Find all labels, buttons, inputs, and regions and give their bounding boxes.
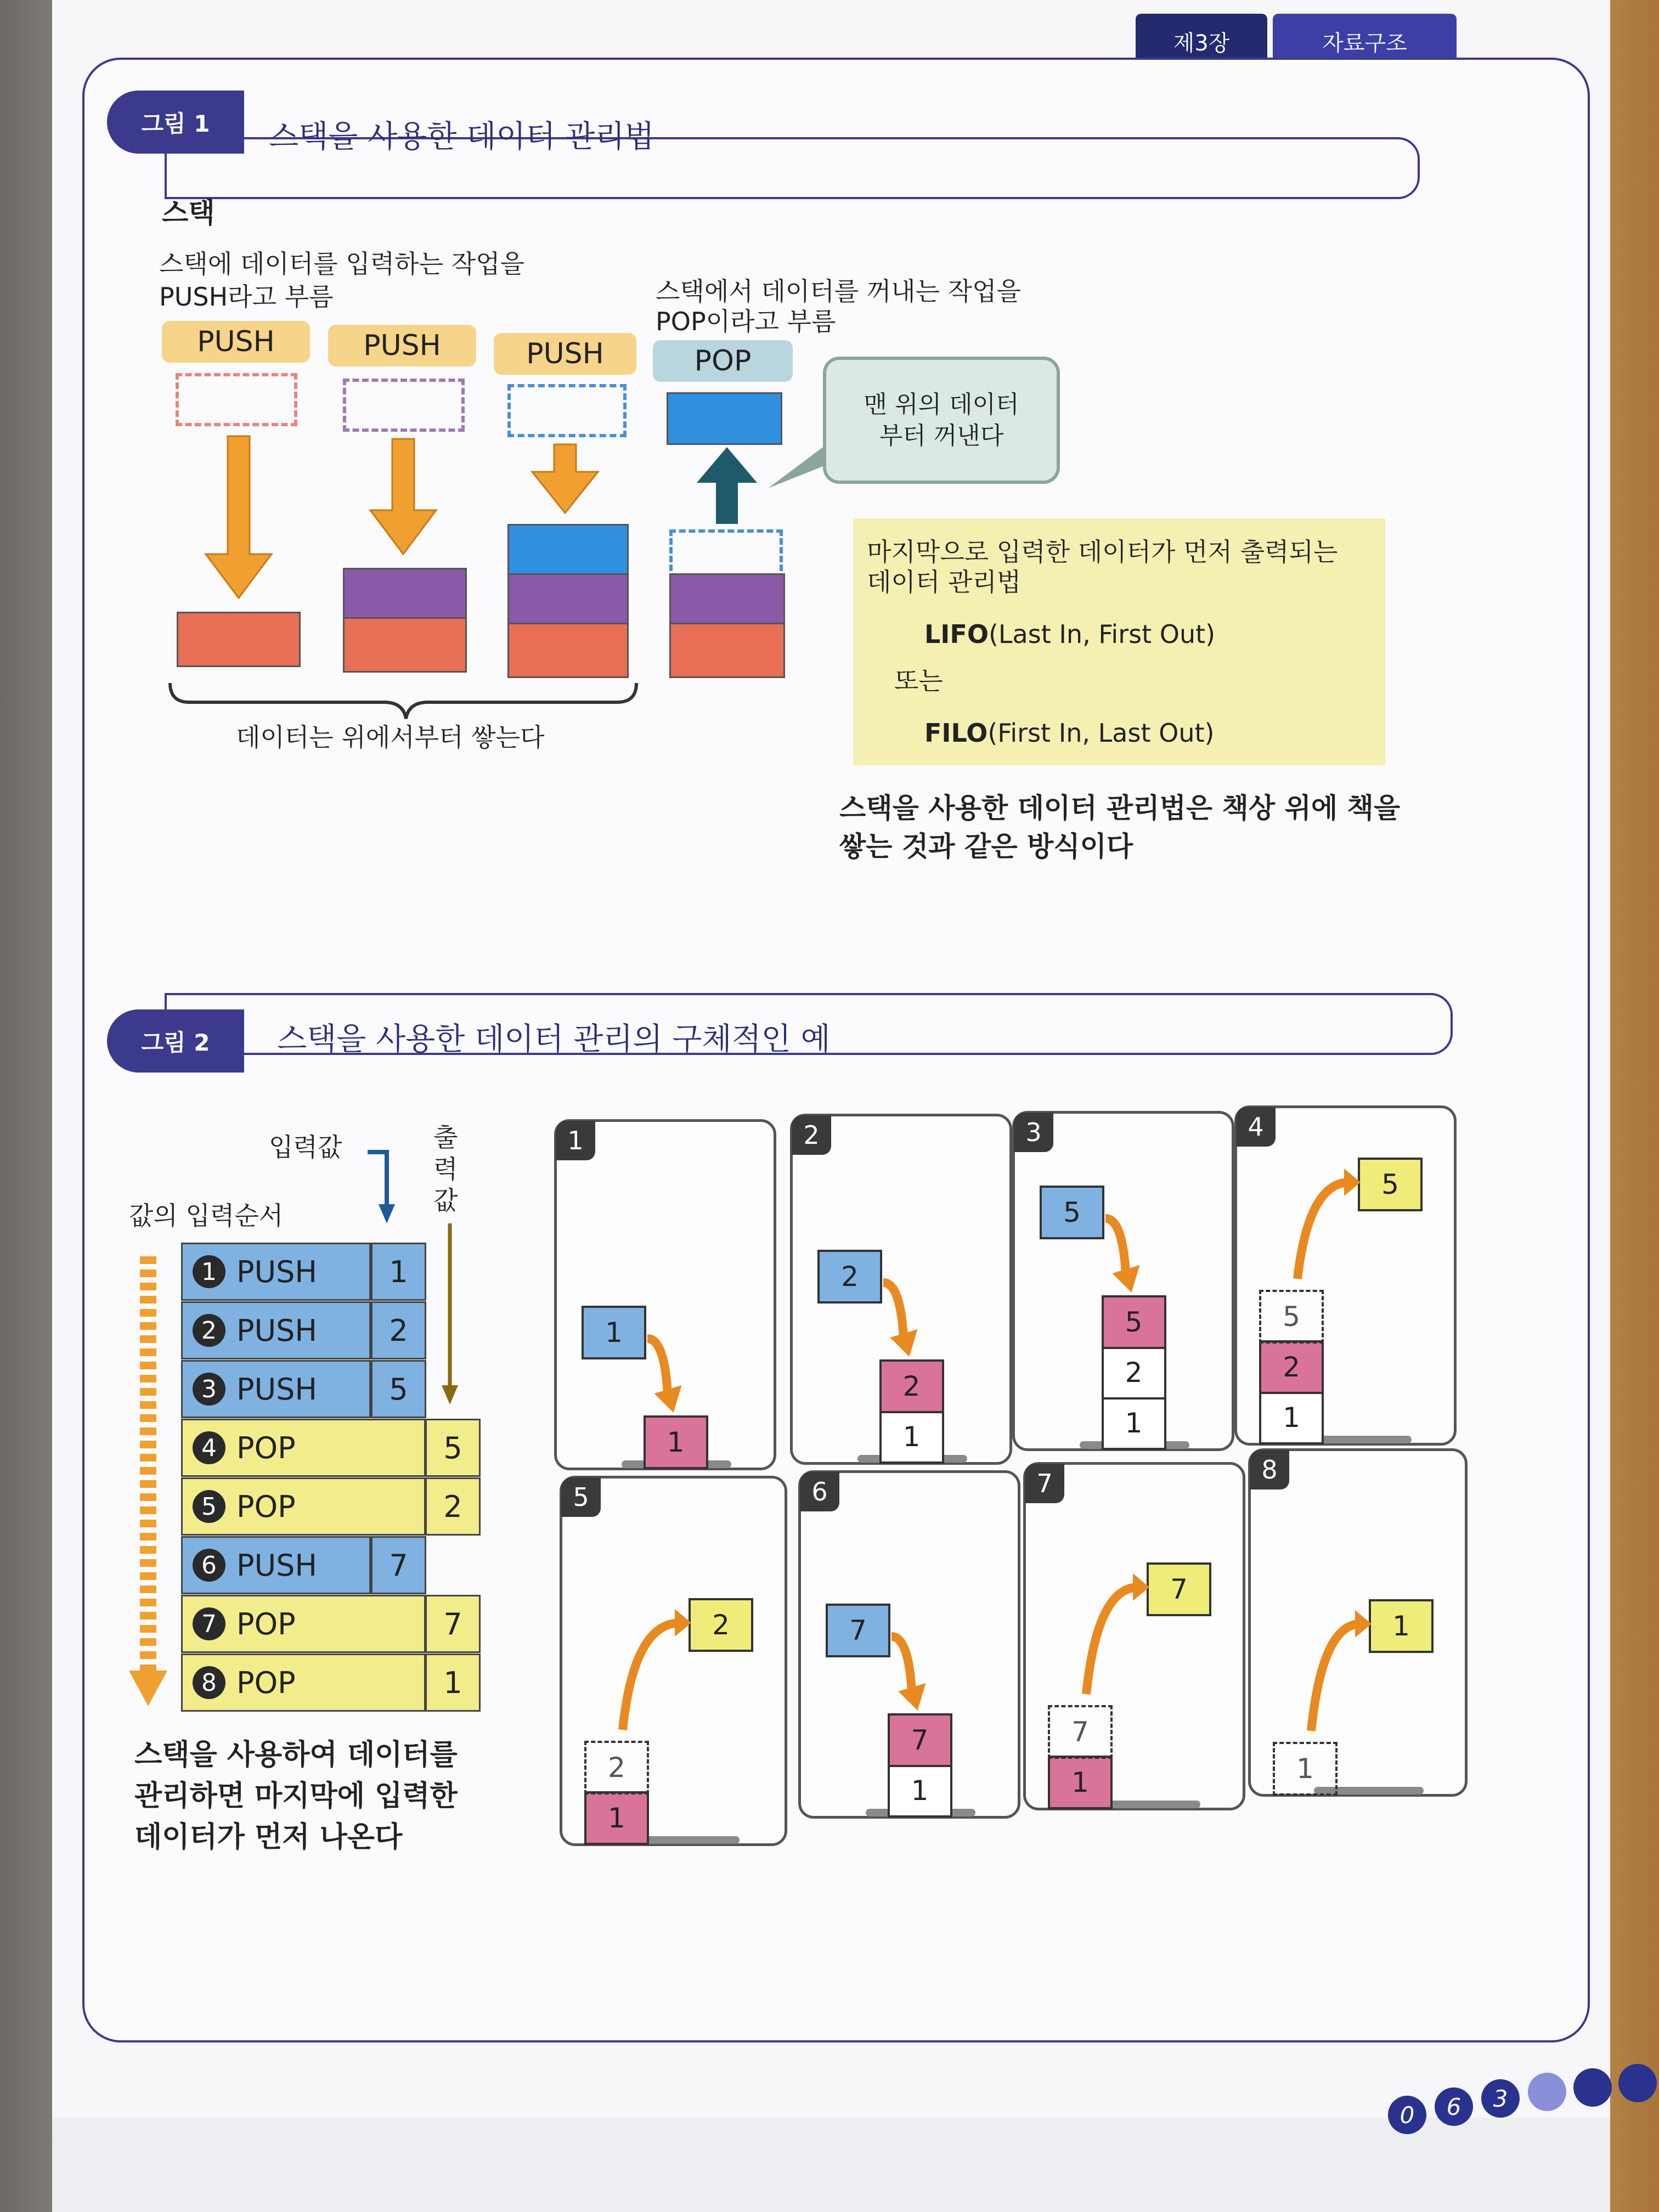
input-value-cell: 2: [371, 1301, 426, 1359]
stack-cube: 1: [1102, 1396, 1166, 1450]
step-number: 2: [193, 1314, 225, 1347]
pushed-cube: 2: [817, 1250, 882, 1304]
step-number: 5: [193, 1490, 225, 1523]
push-description-line2: PUSH라고 부름: [159, 282, 334, 312]
table-row: [181, 1243, 483, 1297]
page-dot-1: [1528, 2073, 1566, 2111]
stack-heading: 스택: [162, 197, 215, 229]
output-value-cell: 5: [425, 1419, 481, 1477]
panel-number: 1: [556, 1121, 595, 1160]
page-number-digit-2: 6: [1435, 2087, 1473, 2126]
step-number: 4: [193, 1431, 225, 1464]
pop-description-line2: POP이라고 부름: [656, 307, 836, 336]
pop-arrow: [1237, 1108, 1454, 1443]
panel-number: 2: [792, 1115, 831, 1155]
section-tab: 자료구조: [1273, 14, 1457, 69]
stack-cube: 2: [1102, 1346, 1166, 1400]
output-label-char-3: 값: [433, 1186, 458, 1215]
operation-label: POP: [236, 1665, 296, 1700]
push-label-3: PUSH: [494, 333, 636, 375]
stack-cube: 2: [1259, 1340, 1324, 1394]
lifo-expansion: (Last In, First Out): [988, 619, 1216, 649]
output-label-char-1: 출: [433, 1122, 458, 1152]
popped-cube: 7: [1147, 1562, 1211, 1616]
operation-cell: [181, 1536, 371, 1594]
stack-cube: 1: [879, 1410, 944, 1464]
input-value-cell: 5: [371, 1360, 426, 1418]
step-number: 6: [193, 1549, 225, 1582]
lifo-description-line1: 마지막으로 입력한 데이터가 먼저 출력되는: [867, 537, 1338, 567]
operation-cell: [181, 1595, 426, 1653]
figure1-label: 그림 1: [107, 91, 244, 154]
output-value-cell: 2: [425, 1477, 481, 1536]
pop-description-line1: 스택에서 데이터를 꺼내는 작업을: [656, 276, 1021, 306]
push-arrow: [801, 1473, 1018, 1816]
pop-arrow: [1251, 1451, 1465, 1794]
summary-line2: 쌓는 것과 같은 방식이다: [839, 831, 1133, 862]
page-number-digit-3: 3: [1481, 2079, 1520, 2118]
operation-cell: [181, 1243, 371, 1301]
page-number-digit-1: 0: [1388, 2096, 1426, 2134]
operation-cell: [181, 1301, 371, 1359]
ghost-cube: 7: [1048, 1705, 1113, 1759]
panel-number: 5: [561, 1477, 601, 1517]
step-panel: [560, 1476, 787, 1846]
operation-cell: [181, 1419, 426, 1477]
table-row: [181, 1360, 483, 1415]
operation-label: PUSH: [236, 1313, 317, 1348]
operation-cell: [181, 1477, 426, 1536]
figure2-title: 스택을 사용한 데이터 관리의 구체적인 예: [277, 1022, 831, 1057]
pop-arrow: [562, 1479, 785, 1843]
pushed-cube: 1: [582, 1306, 646, 1359]
page-dot-2: [1573, 2068, 1612, 2107]
stack-cube: 7: [888, 1713, 952, 1767]
step-number: 1: [193, 1255, 225, 1288]
figure2-caption-line3: 데이터가 먼저 나온다: [134, 1821, 403, 1854]
lifo-bold: LIFO: [924, 619, 989, 649]
operation-cell: [181, 1654, 426, 1712]
figure2-label: 그림 2: [107, 1009, 244, 1073]
step-panel: [798, 1470, 1020, 1819]
step-number: 7: [193, 1607, 225, 1640]
panel-number: 8: [1250, 1450, 1289, 1489]
pop-label: POP: [653, 340, 793, 382]
input-order-label: 값의 입력순서: [129, 1201, 284, 1231]
output-value-cell: 7: [425, 1595, 481, 1653]
step-panel: [1012, 1111, 1234, 1451]
stack-cube: 1: [644, 1415, 708, 1469]
panel-number: 6: [800, 1472, 839, 1511]
operation-label: POP: [236, 1430, 296, 1465]
bubble-line2: 부터 꺼낸다: [879, 422, 1004, 450]
step-number: 8: [193, 1666, 225, 1699]
output-value-cell: 1: [425, 1654, 481, 1712]
stack-cube: 1: [584, 1791, 649, 1845]
step-panel: [1023, 1462, 1245, 1810]
panel-number: 4: [1236, 1107, 1276, 1147]
figure2-caption-line1: 스택을 사용하여 데이터를: [134, 1739, 458, 1771]
chapter-tab: 제3장: [1136, 14, 1267, 69]
stack-cube: 5: [1102, 1295, 1166, 1349]
brace-caption: 데이터는 위에서부터 쌓는다: [236, 723, 545, 752]
input-value-cell: 1: [371, 1243, 426, 1301]
push-label-1: PUSH: [162, 321, 310, 363]
figure1-title: 스택을 사용한 데이터 관리법: [269, 119, 654, 155]
filo-bold: FILO: [924, 718, 988, 748]
step-number: 3: [193, 1373, 225, 1406]
ghost-cube: 5: [1259, 1290, 1324, 1344]
operation-label: PUSH: [236, 1372, 317, 1407]
panel-number: 7: [1025, 1464, 1064, 1503]
figure2-caption-line2: 관리하면 마지막에 입력한: [134, 1780, 458, 1813]
ghost-cube: 1: [1273, 1742, 1338, 1796]
step-panel: [790, 1114, 1012, 1465]
popped-cube: 2: [689, 1598, 753, 1652]
step-panel: [1234, 1105, 1457, 1446]
stack-cube: 1: [1259, 1391, 1324, 1444]
ghost-cube: 2: [584, 1741, 649, 1795]
operation-label: POP: [236, 1606, 296, 1641]
output-label-char-2: 력: [433, 1154, 458, 1184]
input-value-cell: 7: [371, 1536, 426, 1594]
push-label-2: PUSH: [328, 325, 476, 366]
operation-label: PUSH: [236, 1548, 317, 1583]
input-value-label: 입력값: [269, 1132, 342, 1162]
stack-cube: 1: [888, 1764, 952, 1818]
or-text: 또는: [894, 666, 943, 696]
step-panel: [554, 1119, 776, 1470]
step-panel: [1248, 1448, 1468, 1797]
filo-expansion: (First In, Last Out): [988, 718, 1215, 748]
lifo-description-line2: 데이터 관리법: [867, 567, 1022, 597]
pushed-cube: 7: [826, 1604, 890, 1657]
stack-cube: 1: [1048, 1756, 1113, 1809]
push-arrow: [1015, 1114, 1232, 1448]
pushed-cube: 5: [1040, 1186, 1104, 1239]
push-arrow: [793, 1116, 1009, 1462]
push-description-line1: 스택에 데이터를 입력하는 작업을: [159, 249, 524, 279]
table-row: [181, 1301, 483, 1356]
summary-line1: 스택을 사용한 데이터 관리법은 책상 위에 책을: [839, 792, 1401, 824]
bubble-line1: 맨 위의 데이터: [864, 390, 1019, 419]
operation-cell: [181, 1360, 371, 1418]
operation-label: PUSH: [236, 1254, 317, 1289]
pop-arrow: [1026, 1465, 1243, 1808]
table-row: [181, 1536, 483, 1591]
popped-cube: 5: [1358, 1158, 1423, 1211]
popped-cube: 1: [1369, 1599, 1434, 1653]
stack-cube: 2: [879, 1359, 944, 1413]
page-dot-3: [1618, 2064, 1657, 2102]
panel-number: 3: [1014, 1113, 1053, 1152]
operation-label: POP: [236, 1489, 296, 1524]
push-arrow: [557, 1122, 774, 1468]
